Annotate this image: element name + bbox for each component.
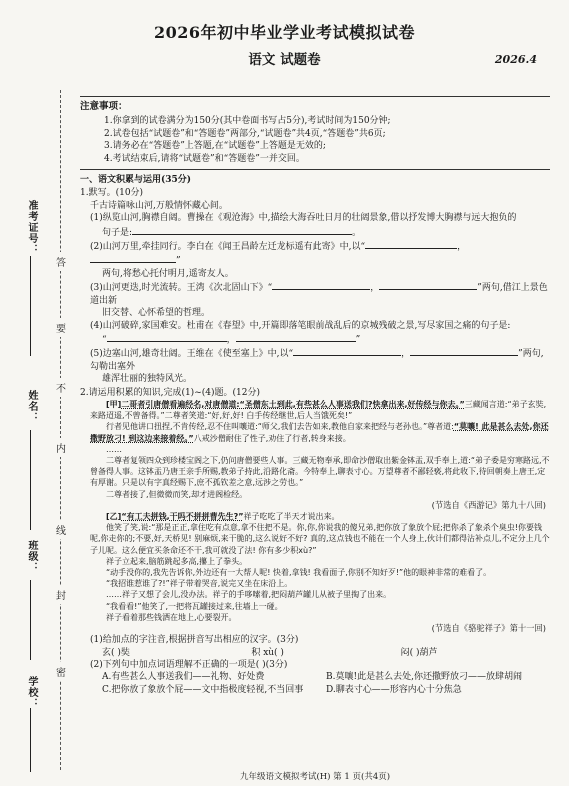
class-field[interactable] — [30, 580, 31, 660]
binding-strip — [0, 0, 80, 786]
question-content — [80, 96, 550, 696]
page-footer: 九年级语文模拟考试(H) 第 1 页(共4页) — [239, 772, 391, 782]
answer-blank[interactable] — [272, 280, 370, 290]
exam-subtitle: 语文 试题卷 — [248, 52, 321, 68]
answer-blank[interactable] — [132, 225, 352, 235]
recite-item-5: (5)边塞山河,雄奇壮阔。王维在《使至塞上》中,以“ ， ”两句,勾勒出塞外 雄浑壮丽的独特风光。 — [80, 346, 550, 385]
source-citation: (节选自《骆驼祥子》第十一回) — [431, 623, 546, 633]
question-stem: 2.请运用积累的知识,完成(1)~(4)题。(12分) — [80, 387, 260, 398]
paragraph: “我看看!”他笑了,一把将瓦罐接过来,往墙上一碰。 — [106, 601, 283, 611]
pinyin-item[interactable]: 闷( )葫芦 — [400, 647, 438, 658]
answer-blank[interactable] — [379, 280, 477, 290]
answer-blank[interactable] — [90, 253, 176, 263]
paragraph: ……祥子又想了会儿,没办法。祥子的手哆嗦着,把闷葫芦罐儿从被子里掏了出来。 — [106, 590, 392, 600]
name-label: 姓名： — [26, 390, 37, 423]
question-stem: 1.默写。(10分) — [80, 188, 144, 199]
sub-question-2: (2)下列句中加点词语理解不正确的一项是( )(3分) — [90, 660, 288, 671]
option-a[interactable]: A.有些甚么人事送我们——礼物、好处费 — [102, 672, 265, 683]
passage-jia: [甲]二哥者引唐僧看遍经名,对唐僧道:“圣僧东土到此,有些甚么人事送我们?快拿出来,好传经与你去。”三藏闻言道:“弟子玄奘,来路迢遥,不曾备得。”二尊者笑道:“好,好,好! 白手传经继世,后人当饿死矣!” 行者见他讲口扭捏,不肯传经,忍不住叫嚷道:“师父,我们去告如来,教他自家来把经与老孙也。”尊者道:“莫嚷! 此是甚么去处,你还撒野放刁! 到这边来接着经。”八戒沙僧耐住了性子,劝住了行者,转身来接。 …… 二尊者复领四众到珍楼宝阁之下,仍问唐僧要些人事。三藏无物奉承,即命沙僧取出紫金钵盂,双手奉上,道:“弟子委是穷寒路远,不曾备得人事。这钵盂乃唐王亲手所赐,教弟子持此,沿路化斋。今特奉上,聊表寸心。万望尊者不鄙轻亵,将此收下,待回朝奏上唐王,定有厚谢。只是以有字真经赐下,庶不孤钦差之意,远涉之劳也。” 二尊者接了,但微微而笑,却才进阁检经。 (节选自《西游记》第九十八回) — [90, 399, 550, 510]
seal-char: 答 — [54, 252, 68, 271]
recite-item-4: (4)山河破碎,家国难安。杜甫在《春望》中,开篇即落笔眼前战乱后的京城残破之景,写尽家国之痛的句子是: “ ， ” — [90, 320, 511, 345]
seal-char: 封 — [54, 585, 68, 604]
passage-label: [甲] — [106, 399, 122, 409]
answer-blank[interactable] — [236, 332, 356, 342]
paragraph: “我招谁惹谁了?!”祥子带着哭音,说完又坐在床沿上。 — [106, 579, 293, 589]
school-field[interactable] — [30, 708, 31, 772]
recite-item-1: (1)纵览山河,胸襟自阔。曹操在《观沧海》中,描绘大海吞吐日月的壮阔景象,借以抒发博大胸襟与远大抱负的 句子是: 。 — [90, 213, 517, 238]
school-label: 学校： — [26, 676, 37, 709]
seal-char: 要 — [54, 318, 68, 337]
bold-sentence: “有工夫拼钱,干吗不拼拼曹先生?” — [121, 511, 244, 521]
paragraph: “动手没你的,我先告诉你,外边还有一大帮人呢! 快着,拿钱! 我看面子,你别不知好歹!”他的眼神非常的难看了。 — [106, 567, 492, 577]
option-b[interactable]: B.莫嚷!此是甚么去处,你还撒野放刁——放肆胡闹 — [326, 672, 522, 683]
sub-question-1: (1)给加点的字注音,根据拼音写出相应的汉字。(3分) — [90, 635, 299, 646]
option-d[interactable]: D.聊表寸心——形容内心十分焦急 — [326, 684, 462, 695]
notice-box — [80, 96, 550, 170]
recite-item-2: (2)山河万里,牵挂同行。李白在《闻王昌龄左迁龙标遥有此寄》中,以“ ，” 两句,将愁心托付明月,遥寄友人。 — [80, 239, 550, 280]
bold-sentence: “莫嚷! 此是甚么去处,你还撒野放刁! 到这边来接着经。” — [90, 422, 549, 443]
option-row — [80, 684, 550, 696]
class-label: 班级： — [26, 540, 37, 573]
paragraph: 祥子看着那些钱洒在地上,心要裂开。 — [106, 612, 237, 622]
passage-yi: [乙]“有工夫拼钱,干吗不拼拼曹先生?”祥子吃吃了半天才说出来。 他笑了笑,说:“那是正正,拿住吃有点意,拿不住把不是。你,你,你说我的傻兄弟,把你放了象放个屁;把你杀了象杀个臭虫!你要钱呢,你走你的;不要,好,天桥见! 别麻烦,来干脆的,这么说好不好? 真的,这点钱也不能在一个人身上,伙计们都得沾补点儿,不定分上几个子儿呢。这么便宜买条命还不干,我可就没了法! 你有多少积xù?” 祥子立起来,脑筋跳起多高,攥上了拳头。 “动手没你的,我先告诉你,外边还有一大帮人呢! 快着,拿钱! 我看面子,你别不知好歹!”他的眼神非常的难看了。 “我招谁惹谁了?!”祥子带着哭音,说完又坐在床沿上。 ……祥子又想了会儿,没办法。祥子的手哆嗦着,把闷葫芦罐儿从被子里掏了出来。 “我看看!”他笑了,一把将瓦罐接过来,往墙上一碰。 祥子看着那些钱洒在地上,心要裂开。 (节选自《骆驼祥子》第十一回) — [90, 511, 550, 633]
notice-title: 注意事项： — [80, 101, 128, 112]
source-citation: (节选自《西游记》第九十八回) — [431, 499, 546, 510]
question-intro: 千古诗篇咏山河,万般情怀藏心间。 — [90, 200, 228, 211]
pinyin-item[interactable]: 玄( )奘 — [102, 647, 130, 658]
exam-number-field[interactable] — [30, 256, 31, 356]
answer-blank[interactable] — [365, 239, 457, 249]
section-title: 一、语文积累与运用(35分) — [80, 175, 192, 186]
answer-blank[interactable] — [107, 332, 227, 342]
pinyin-items — [80, 647, 550, 659]
ellipsis: …… — [106, 444, 122, 454]
passage-label: [乙] — [106, 511, 122, 521]
option-row — [80, 671, 550, 683]
exam-title: 2026年初中毕业学业考试模拟试卷 — [153, 23, 416, 42]
seal-char: 线 — [54, 520, 68, 539]
paragraph: 祥子立起来,脑筋跳起多高,攥上了拳头。 — [106, 556, 248, 566]
paragraph: 他笑了笑,说:“那是正正,拿住吃有点意,拿不住把不是。你,你,你说我的傻兄弟,把你放了象放个屁;把你杀了象杀个臭虫!你要钱呢,你走你的;不要,好,天桥见! 别麻烦,来干脆的,这么说好不好? 真的,这点钱也不能在一个人身上,伙计们都得沾补点儿,不定分上几个子儿呢。这么便宜买条命还不干,我可就没了法! 你有多少积xù?” — [90, 523, 550, 555]
bold-sentence: 二哥者引唐僧看遍经名,对唐僧道:“圣僧东土到此,有些甚么人事送我们?快拿出来,好传经与你去。” — [121, 399, 465, 409]
option-c[interactable]: C.把你放了象放个屁——文中指极度轻视,不当回事 — [102, 684, 304, 695]
seal-char: 内 — [54, 438, 68, 457]
notice-item: 2.试卷包括“试题卷”和“答题卷”两部分,“试题卷”共4页,“答题卷”共6页; — [104, 128, 386, 139]
seal-char: 不 — [54, 378, 68, 397]
exam-number-label: 准考证号： — [26, 200, 37, 255]
exam-date: 2026.4 — [494, 53, 537, 66]
paragraph: 二尊者复领四众到珍楼宝阁之下,仍问唐僧要些人事。三藏无物奉承,即命沙僧取出紫金钵盂,双手奉上,道:“弟子委是穷寒路远,不曾备得人事。这钵盂乃唐王亲手所赐,教弟子持此,沿路化斋。今特奉上,聊表寸心。万望尊者不鄙轻亵,将此收下,待回朝奏上唐王,定有厚谢。只是以有字真经赐下,庶不孤钦差之意,远涉之劳也。” — [90, 455, 550, 488]
pinyin-item[interactable]: 积 xù( ) — [251, 647, 284, 658]
notice-item: 4.考试结束后,请将“试题卷”和“答题卷”一并交回。 — [104, 153, 305, 164]
paragraph: 二尊者接了,但微微而笑,却才进阁检经。 — [106, 489, 248, 499]
notice-item: 3.请务必在“答题卷”上答题,在“试题卷”上答题是无效的; — [104, 141, 326, 152]
notice-item: 1.你拿到的试卷满分为150分(其中卷面书写占5分),考试时间为150分钟; — [104, 116, 391, 127]
answer-blank[interactable] — [410, 346, 518, 356]
answer-blank[interactable] — [293, 346, 401, 356]
name-field[interactable] — [30, 430, 31, 530]
seal-char: 密 — [54, 662, 68, 681]
recite-item-3: (3)山河更迭,时光流转。王湾《次北固山下》“ ， ”两句,借江上景色道出新 旧交替、心怀希望的哲理。 — [80, 280, 550, 319]
